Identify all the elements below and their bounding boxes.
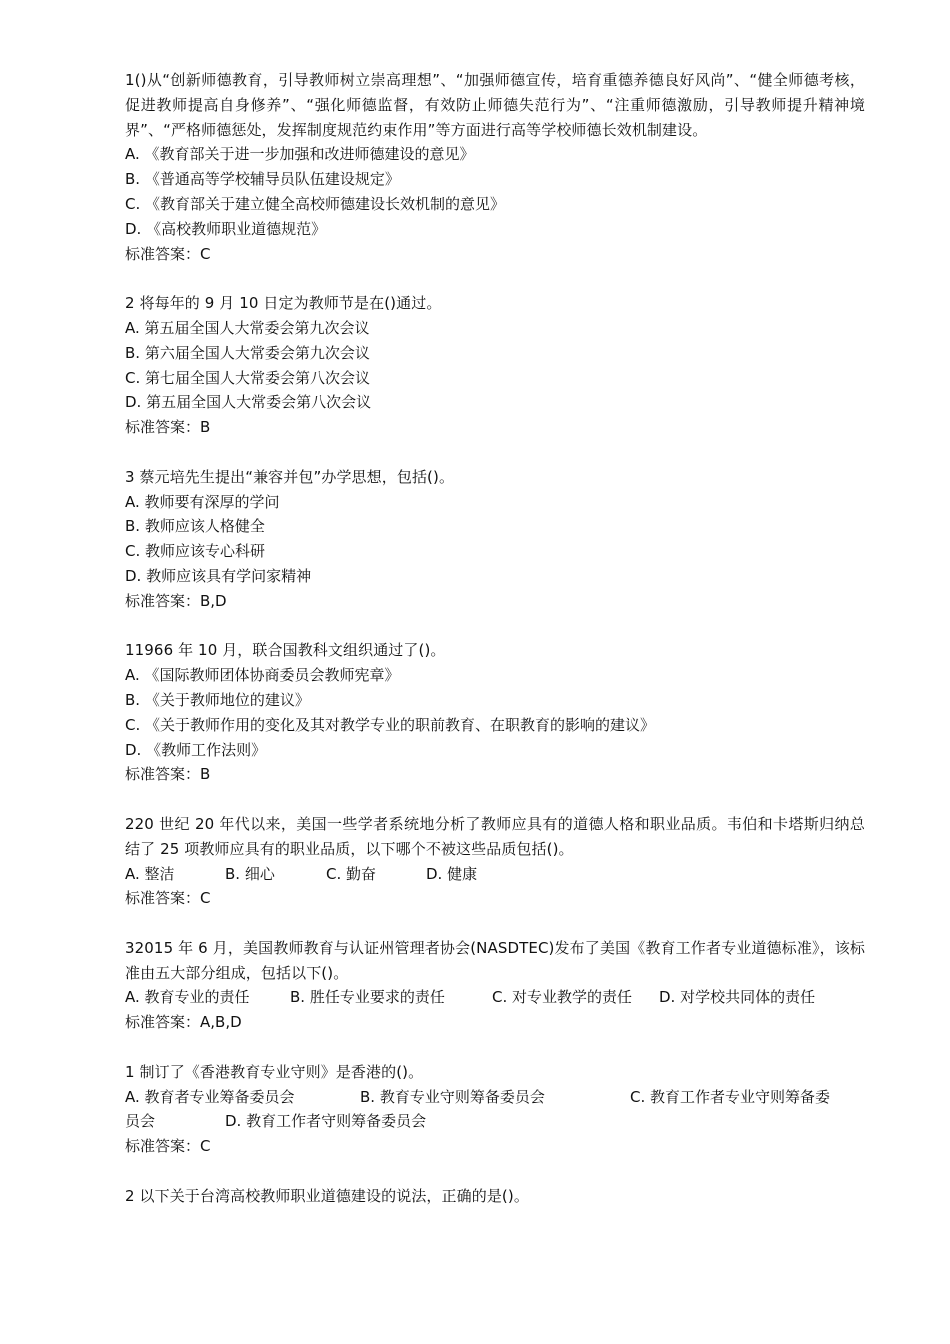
answer: 标准答案：B xyxy=(125,765,211,784)
question-6 xyxy=(125,936,865,1035)
option-d: D. 《高校教师职业道德规范》 xyxy=(125,219,327,238)
option-c: C. 第七届全国人大常委会第八次会议 xyxy=(125,368,371,387)
option-d: D. 第五届全国人大常委会第八次会议 xyxy=(125,393,372,412)
option-b: B. 胜任专业要求的责任 xyxy=(290,988,445,1007)
options-row xyxy=(125,985,865,1010)
question-stem: 220 世纪 20 年代以来，美国一些学者系统地分析了教师应具有的道德人格和职业品质。韦伯和卡塔斯归纳总结了 25 项教师应具有的职业品质，以下哪个不被这些品质包括()。 xyxy=(125,814,865,858)
answer: 标准答案：C xyxy=(125,889,211,908)
question-3 xyxy=(125,465,865,614)
question-list xyxy=(125,68,865,1233)
option-b: B. 细心 xyxy=(225,864,275,883)
question-8 xyxy=(125,1184,865,1209)
option-c: C. 《教育部关于建立健全高校师德建设长效机制的意见》 xyxy=(125,194,506,213)
option-b: B. 教育专业守则筹备委员会 xyxy=(360,1087,545,1106)
options-row xyxy=(125,862,865,887)
option-d: D. 《教师工作法则》 xyxy=(125,740,267,759)
question-stem: 2 将每年的 9 月 10 日定为教师节是在()通过。 xyxy=(125,294,442,313)
question-stem: 32015 年 6 月，美国教师教育与认证州管理者协会(NASDTEC)发布了美国《教育工作者专业道德标准》，该标准由五大部分组成，包括以下()。 xyxy=(125,938,865,982)
question-5 xyxy=(125,812,865,911)
question-7 xyxy=(125,1060,865,1159)
option-c-continued: 员会 xyxy=(125,1112,156,1131)
question-stem: 11966 年 10 月，联合国教科文组织通过了()。 xyxy=(125,641,446,660)
option-c: C. 勤奋 xyxy=(326,864,377,883)
option-c: C. 对专业教学的责任 xyxy=(492,988,633,1007)
option-d: D. 健康 xyxy=(426,864,478,883)
options-row-continued xyxy=(125,1109,865,1134)
option-c: C. 教育工作者专业守则筹备委 xyxy=(630,1087,831,1106)
options-row xyxy=(125,1085,865,1110)
option-a: A. 《教育部关于进一步加强和改进师德建设的意见》 xyxy=(125,145,475,164)
option-b: B. 教师应该人格健全 xyxy=(125,517,265,536)
option-a: A. 教育者专业筹备委员会 xyxy=(125,1087,295,1106)
answer: 标准答案：C xyxy=(125,1137,211,1156)
option-b: B. 《普通高等学校辅导员队伍建设规定》 xyxy=(125,170,400,189)
option-d: D. 教师应该具有学问家精神 xyxy=(125,566,312,585)
question-stem: 1 制订了《香港教育专业守则》是香港的()。 xyxy=(125,1062,424,1081)
option-a: A. 教育专业的责任 xyxy=(125,988,250,1007)
question-stem: 2 以下关于台湾高校教师职业道德建设的说法，正确的是()。 xyxy=(125,1186,529,1205)
answer: 标准答案：B xyxy=(125,418,211,437)
question-4 xyxy=(125,638,865,787)
option-a: A. 《国际教师团体协商委员会教师宪章》 xyxy=(125,666,400,685)
question-stem: 3 蔡元培先生提出“兼容并包”办学思想，包括()。 xyxy=(125,467,455,486)
option-d: D. 教育工作者守则筹备委员会 xyxy=(225,1112,427,1131)
answer: 标准答案：C xyxy=(125,244,211,263)
option-c: C. 《关于教师作用的变化及其对教学专业的职前教育、在职教育的影响的建议》 xyxy=(125,715,656,734)
option-a: A. 整洁 xyxy=(125,864,175,883)
option-b: B. 第六届全国人大常委会第九次会议 xyxy=(125,343,370,362)
answer: 标准答案：A,B,D xyxy=(125,1013,242,1032)
option-a: A. 第五届全国人大常委会第九次会议 xyxy=(125,318,370,337)
question-2 xyxy=(125,291,865,440)
option-a: A. 教师要有深厚的学问 xyxy=(125,492,280,511)
option-d: D. 对学校共同体的责任 xyxy=(659,988,816,1007)
question-stem: 1()从“创新师德教育，引导教师树立崇高理想”、“加强师德宣传，培育重德养德良好风尚”、“健全师德考核，促进教师提高自身修养”、“强化师德监督，有效防止师德失范行为”、“注重师德激励，引导教师提升精神境界”、“严格师德惩处，发挥制度规范约束作用”等方面进行高等学校师德长效机制建设。 xyxy=(125,71,865,139)
answer: 标准答案：B,D xyxy=(125,591,227,610)
option-c: C. 教师应该专心科研 xyxy=(125,542,266,561)
option-b: B. 《关于教师地位的建议》 xyxy=(125,690,310,709)
question-1 xyxy=(125,68,865,266)
